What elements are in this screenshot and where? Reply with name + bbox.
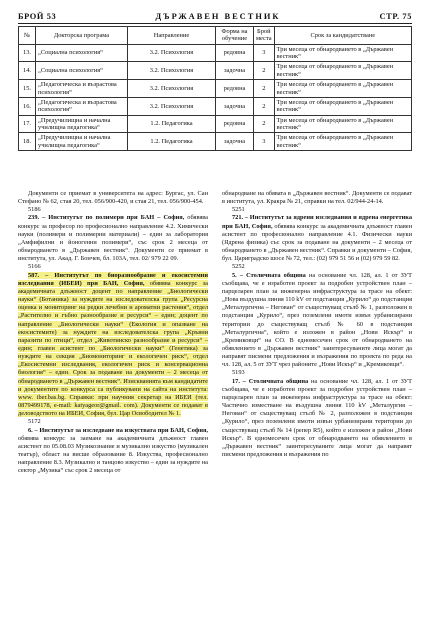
notice-text: на основание чл. 128, ал. 1 от ЗУТ съобщава, че е изработен проект за подробен устройствен план – парцеларен план за инженерна инфраструктура за трасе на обект: Частично изместване на въздушна линия 110 kV „Металургия – Негован“ от съществуващ стълб № 2, разположен в подстанция „Курило“, през поземлени имоти извън урбанизирани територии до съществуващ стълб № 14 (репер R5), който е изложен в район „Нови Искър“. В едномесечен срок от обнародването на обявлението в „Държавен вестник“ заинтересуваните лица могат да направят писмени предложения и възражения по: [222, 377, 413, 458]
notice-text: Документи се приемат в университета на адрес: Бургас, ул. Сан Стефано № 62, стая 20, тел. 056/900-420, и стая 21, тел. 056/900-454.: [18, 190, 208, 206]
table-cell: 3.2. Психология: [128, 80, 216, 98]
notice-lead: 6. – Институтът за изследване на изкуствата при БАН, София,: [28, 426, 208, 434]
doctoral-programs-table: [18, 26, 412, 151]
column-header: Брой места: [254, 27, 275, 45]
notice-paragraph: [222, 272, 412, 370]
table-row: [19, 80, 412, 98]
notice-code: 5186: [28, 206, 41, 214]
notice-paragraph: [222, 214, 412, 263]
table-cell: Три месеца от обнародването в „Държавен вестник“: [274, 44, 411, 62]
table-cell: Три месеца от обнародването в „Държавен вестник“: [274, 80, 411, 98]
table-cell: Три месеца от обнародването в „Държавен вестник“: [274, 97, 411, 115]
table-cell: редовна: [216, 44, 254, 62]
table-cell: редовна: [216, 115, 254, 133]
table-cell: редовна: [216, 80, 254, 98]
table-cell: „Педагогическа и възрастова психология“: [36, 97, 128, 115]
table-row: [19, 115, 412, 133]
table-cell: 15.: [19, 80, 36, 98]
issue-number: БРОЙ 53: [18, 12, 57, 21]
table-cell: „Предучилищна и начална училищна педагогика“: [36, 115, 128, 133]
table-cell: 1.2. Педагогика: [128, 133, 216, 151]
notice-text: обявява конкурс за заемане на академичната длъжност главен асистент по 05.08.03 Музикознание и музикално изкуство (музикален театър), област на висше образование 8. Изкуства, професионално направление 8.3. Музикално и танцово изкуство – един за нуждите на сектор „Музика“ със срок 2 месеца от: [18, 434, 208, 475]
notice-paragraph: [18, 214, 208, 263]
table-cell: задочна: [216, 133, 254, 151]
table-cell: 14.: [19, 62, 36, 80]
notice-code: 5251: [232, 206, 245, 214]
notice-code: 5172: [28, 418, 41, 426]
notice-code: 5166: [28, 263, 41, 271]
table-cell: „Предучилищна и начална училищна педагогика“: [36, 133, 128, 151]
notice-text: обявява конкурс за академичната длъжност доцент по направление „Биологически науки“ (Ботаника) за нуждите на изследователска група „Ресурсна оценка и мониторинг на редки лечебни и ароматни растения“, отдел „Растително и гъбно разнообразие и ресурси“ – един; доцент по направление „Биологически науки“ (Екология и опазване на екосистемите) за нуждите на изследователска група „Кръвни паразити по птици“, отдел „Животинско разнообразие и ресурси“ – един; главен асистент по „Биологически науки“ (Генетика) за нуждите на секция „Биомониторинг и екологичен риск“, отдел „Екосистемни изследвания, екологичен риск и консервационна биология“ – един. Срок за подаване на документи – 2 месеца от обнародването в „Държавен вестник“. Изискванията към кандидатите и документите по конкурса са публикувани на сайта на института: www. iber.bas.bg. Справки: при научния секретар на ИБЕИ (тел. 0879499178, e-mail: katyageor@gmail. com). Документи се подават в деловодството на ИБЕИ, София, бул. Цар Освободител № 1.: [18, 279, 209, 418]
table-cell: 2: [254, 97, 275, 115]
table-cell: 2: [254, 115, 275, 133]
notice-lead: 721. – Институтът за ядрени изследвания и ядрена енергетика при БАН, София,: [222, 214, 412, 230]
table-cell: Три месеца от обнародването в „Държавен вестник“: [274, 62, 411, 80]
column-header: Форма на обучение: [216, 27, 254, 45]
notice-paragraph: [222, 190, 412, 206]
table-cell: „Социална психология“: [36, 62, 128, 80]
table-cell: 3.2. Психология: [128, 62, 216, 80]
notice-paragraph: [222, 378, 412, 460]
notice-text: на основание чл. 128, ал. 1 от ЗУТ съобщава, че е изработен проект за подробен устройствен план – парцеларен план за инженерна инфраструктура за трасе на обект: „Нова въздушна линия 110 kV от подстанция „Курило“ до подстанция „Металургична – Негован“ от съществуващ стълб № 1, разположен в подстанция „Курило“, през поземлени имоти извън урбанизирани територии до съществуващ стълб № 60 в подстанция „Металургична“, който е изложен в район „Нови Искър“ и „Кремиковци“ на СО. В едномесечен срок от обнародването на обявлението в „Държавен вестник“ заинтересуваните лица могат да направят писмени предложения и възражения по проекта по реда на чл. 128, ал. 5 от ЗУТ чрез районите „Нови Искър“ и „Кремиковци“.: [222, 271, 413, 369]
table-cell: 1.2. Педагогика: [128, 115, 216, 133]
table-cell: 3.2. Психология: [128, 97, 216, 115]
notice-lead: 239. – Институтът по полимери при БАН – София,: [28, 214, 185, 222]
page-header: [18, 10, 412, 24]
notice-code: 5252: [232, 263, 245, 271]
column-header: Срок за кандидатстване: [274, 27, 411, 45]
table-cell: задочна: [216, 97, 254, 115]
table-cell: „Социална психология“: [36, 44, 128, 62]
notice-lead: 587. – Институтът по биоразнообразие и екосистемни изследвания (ИБЕИ) при БАН, София,: [18, 271, 208, 287]
notice-code: 5193: [232, 369, 245, 377]
notice-text: обнародване на обявата в „Държавен вестник“. Документи се подават в института, ул. Кракра № 21, справки на тел. 02/944-24-14.: [222, 190, 412, 206]
table-cell: „Педагогическа и възрастова психология“: [36, 80, 128, 98]
table-cell: 18.: [19, 133, 36, 151]
notice-paragraph: [18, 272, 208, 419]
table-header-row: [19, 27, 412, 45]
table-cell: 17.: [19, 115, 36, 133]
table-cell: 2: [254, 80, 275, 98]
table-cell: 3: [254, 133, 275, 151]
right-column: [222, 190, 412, 459]
table-cell: задочна: [216, 62, 254, 80]
left-column: [18, 190, 208, 475]
notice-text: обявява конкурс за академичната длъжност главен асистент по професионално направление 4.1. Физически науки (Ядрена физика) със срок за подаване на документи – 2 месеца от обнародването в „Държавен вестник“. Справки и документи – София, бул. Цариградско шосе № 72, тел.: (02) 979 51 56 и (02) 979 59 82.: [222, 222, 412, 263]
table-row: [19, 44, 412, 62]
table-row: [19, 133, 412, 151]
table-cell: 3.2. Психология: [128, 44, 216, 62]
table-cell: 13.: [19, 44, 36, 62]
table-cell: 16.: [19, 97, 36, 115]
table-cell: 2: [254, 62, 275, 80]
table-cell: 3: [254, 44, 275, 62]
notice-text: обявява конкурс за професор по професионално направление 4.2. Химически науки (полимери и полимерни материали) – един за лаборатория „Амфифилни и йоногенни полимери“, със срок 2 месеца от обнародването в „Държавен вестник“. Документи се приемат в института, ул. Акад. Г. Бончев, бл. 103А, тел. 02/ 979 22 09.: [18, 214, 208, 263]
table-row: [19, 97, 412, 115]
table-row: [19, 62, 412, 80]
notice-paragraph: [18, 427, 208, 476]
page-number: СТР. 75: [379, 12, 412, 21]
column-header: Докторска програма: [36, 27, 128, 45]
table-cell: Три месеца от обнародването в „Държавен вестник“: [274, 133, 411, 151]
publication-title: ДЪРЖАВЕН ВЕСТНИК: [155, 12, 281, 21]
column-header: Направление: [128, 27, 216, 45]
notice-paragraph: [18, 190, 208, 206]
table-cell: Три месеца от обнародването в „Държавен вестник“: [274, 115, 411, 133]
notice-lead: 5. – Столичната община: [232, 271, 306, 279]
column-header: №: [19, 27, 36, 45]
notice-lead: 17. – Столичната община: [232, 377, 309, 385]
